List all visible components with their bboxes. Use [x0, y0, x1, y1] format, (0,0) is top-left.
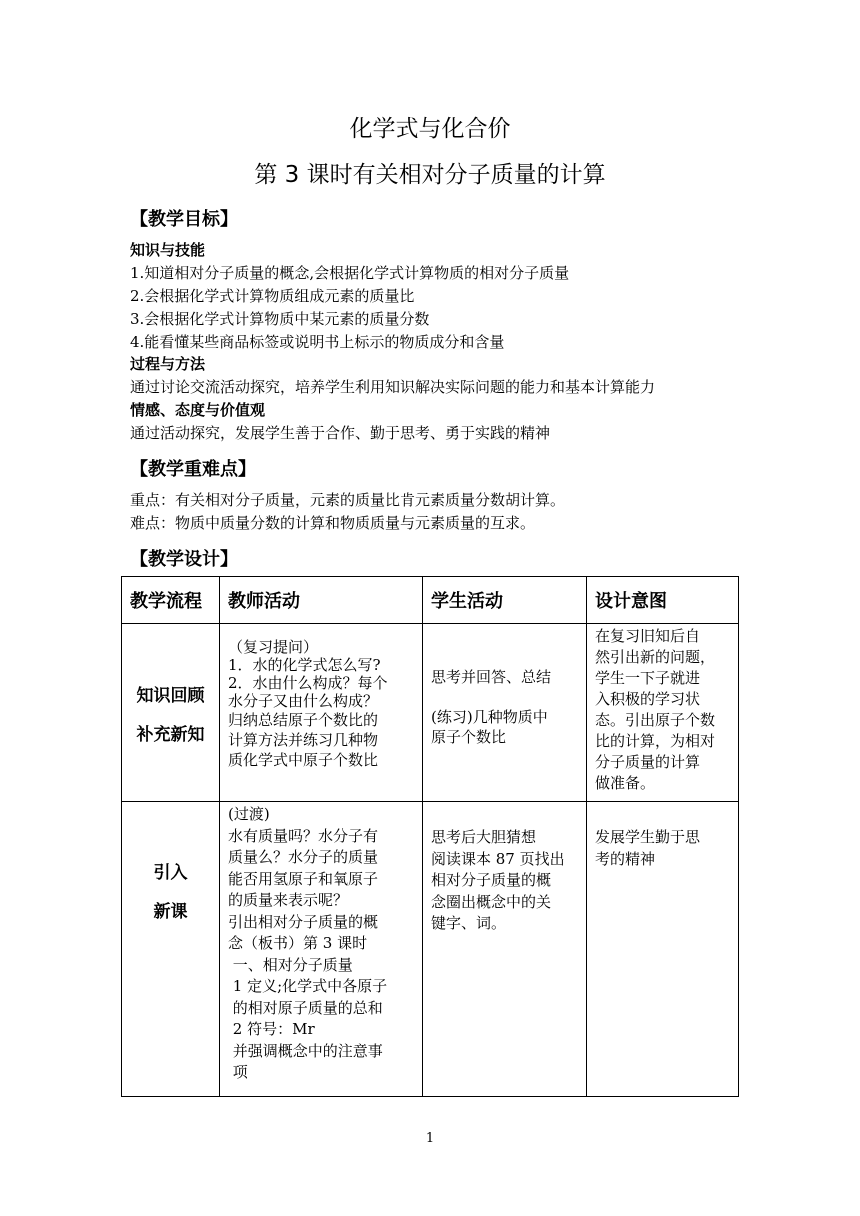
text-line: 比的计算，为相对 [595, 732, 716, 750]
text-line: 入积极的学习状 [595, 690, 701, 708]
stage-label: 新课 [153, 902, 188, 922]
text-line: 学生一下子就进 [595, 669, 701, 687]
emotion-heading: 情感、态度与价值观 [130, 401, 266, 419]
text-line: (练习)几种物质中 [431, 708, 548, 726]
difficult-point-text: 难点：物质中质量分数的计算和物质质量与元素质量的互求。 [130, 514, 536, 532]
key-point-text: 重点：有关相对分子质量，元素的质量比肯元素质量分数胡计算。 [130, 491, 566, 509]
table-row [122, 624, 739, 802]
design-heading: 【教学设计】 [130, 549, 238, 570]
text-line: 阅读课本 87 页找出 [431, 849, 565, 868]
stage-label: 引入 [153, 863, 188, 883]
text-line: 的质量来表示呢？ [228, 891, 349, 909]
difficulties-heading: 【教学重难点】 [130, 459, 256, 480]
text-line: 分子质量的计算 [595, 753, 701, 771]
teacher-activity-cell [220, 802, 423, 1097]
text-line: 1 定义;化学式中各原子 [228, 977, 388, 995]
text-line: 原子个数比 [431, 728, 507, 746]
text-line: 2．水由什么构成？每个 [228, 674, 388, 692]
student-activity-cell [423, 624, 587, 802]
text-line [431, 687, 582, 707]
table-header-row [122, 577, 739, 624]
text-line: 并强调概念中的注意事 [228, 1041, 383, 1060]
text-line: 相对分子质量的概 [431, 871, 552, 889]
design-intent-cell [587, 624, 739, 802]
knowledge-item: 4.能看懂某些商品标签或说明书上标示的物质成分和含量 [130, 333, 505, 351]
text-line: 归纳总结原子个数比的 [228, 711, 379, 729]
text-line: 水有质量吗？水分子有 [228, 826, 379, 845]
text-line: 一、相对分子质量 [228, 955, 353, 974]
text-line: 质化学式中原子个数比 [228, 751, 379, 769]
student-activity-cell [423, 802, 587, 1097]
design-intent-cell [587, 802, 739, 1097]
document-title: 化学式与化合价 [349, 116, 511, 142]
text-line: 计算方法并练习几种物 [228, 731, 379, 749]
text-line: 在复习旧知后自 [595, 627, 701, 645]
column-header: 设计意图 [587, 577, 739, 624]
teacher-activity-cell [220, 624, 423, 802]
text-line: 键字、词。 [431, 914, 507, 932]
process-text: 通过讨论交流活动探究，培养学生利用知识解决实际问题的能力和基本计算能力 [130, 378, 656, 396]
stage-cell [122, 624, 220, 802]
text-line: 项 [228, 1063, 248, 1081]
emotion-text: 通过活动探究，发展学生善于合作、勤于思考、勇于实践的精神 [130, 424, 551, 442]
page-number: 1 [425, 1131, 435, 1146]
objectives-heading: 【教学目标】 [130, 209, 238, 230]
text-line: (过渡) [228, 805, 270, 823]
text-line: 思考并回答、总结 [431, 668, 552, 686]
teaching-design-table [121, 576, 739, 1097]
stage-label: 补充新知 [136, 725, 205, 745]
text-line: 念圈出概念中的关 [431, 892, 552, 911]
text-line: （复习提问） [228, 638, 319, 656]
text-line: 质量么？水分子的质量 [228, 848, 379, 866]
text-line: 念（板书）第 3 课时 [228, 934, 368, 952]
text-line: 态。引出原子个数 [595, 711, 716, 729]
text-line: 发展学生勤于思 [595, 828, 701, 846]
table-row [122, 802, 739, 1097]
text-line: 然引出新的问题， [595, 648, 716, 666]
text-line: 做准备。 [595, 774, 656, 792]
knowledge-item: 3.会根据化学式计算物质中某元素的质量分数 [130, 310, 430, 328]
stage-cell [122, 802, 220, 1097]
process-heading: 过程与方法 [130, 355, 206, 373]
text-line: 引出相对分子质量的概 [228, 912, 379, 931]
knowledge-heading: 知识与技能 [130, 241, 206, 259]
text-line: 能否用氢原子和氧原子 [228, 869, 379, 888]
document-subtitle: 第 3 课时有关相对分子质量的计算 [254, 162, 606, 188]
text-line: 考的精神 [595, 849, 656, 868]
stage-label: 知识回顾 [136, 686, 205, 706]
column-header: 学生活动 [423, 577, 587, 624]
column-header: 教师活动 [220, 577, 423, 624]
knowledge-item: 2.会根据化学式计算物质组成元素的质量比 [130, 287, 415, 305]
text-line: 水分子又由什么构成？ [228, 692, 379, 710]
knowledge-item: 1.知道相对分子质量的概念,会根据化学式计算物质的相对分子质量 [130, 264, 570, 282]
text-line: 思考后大胆猜想 [431, 828, 537, 846]
text-line: 的相对原子质量的总和 [228, 998, 383, 1017]
text-line: 2 符号：Mr [228, 1020, 315, 1038]
text-line: 1．水的化学式怎么写? [228, 656, 381, 674]
column-header: 教学流程 [122, 577, 220, 624]
